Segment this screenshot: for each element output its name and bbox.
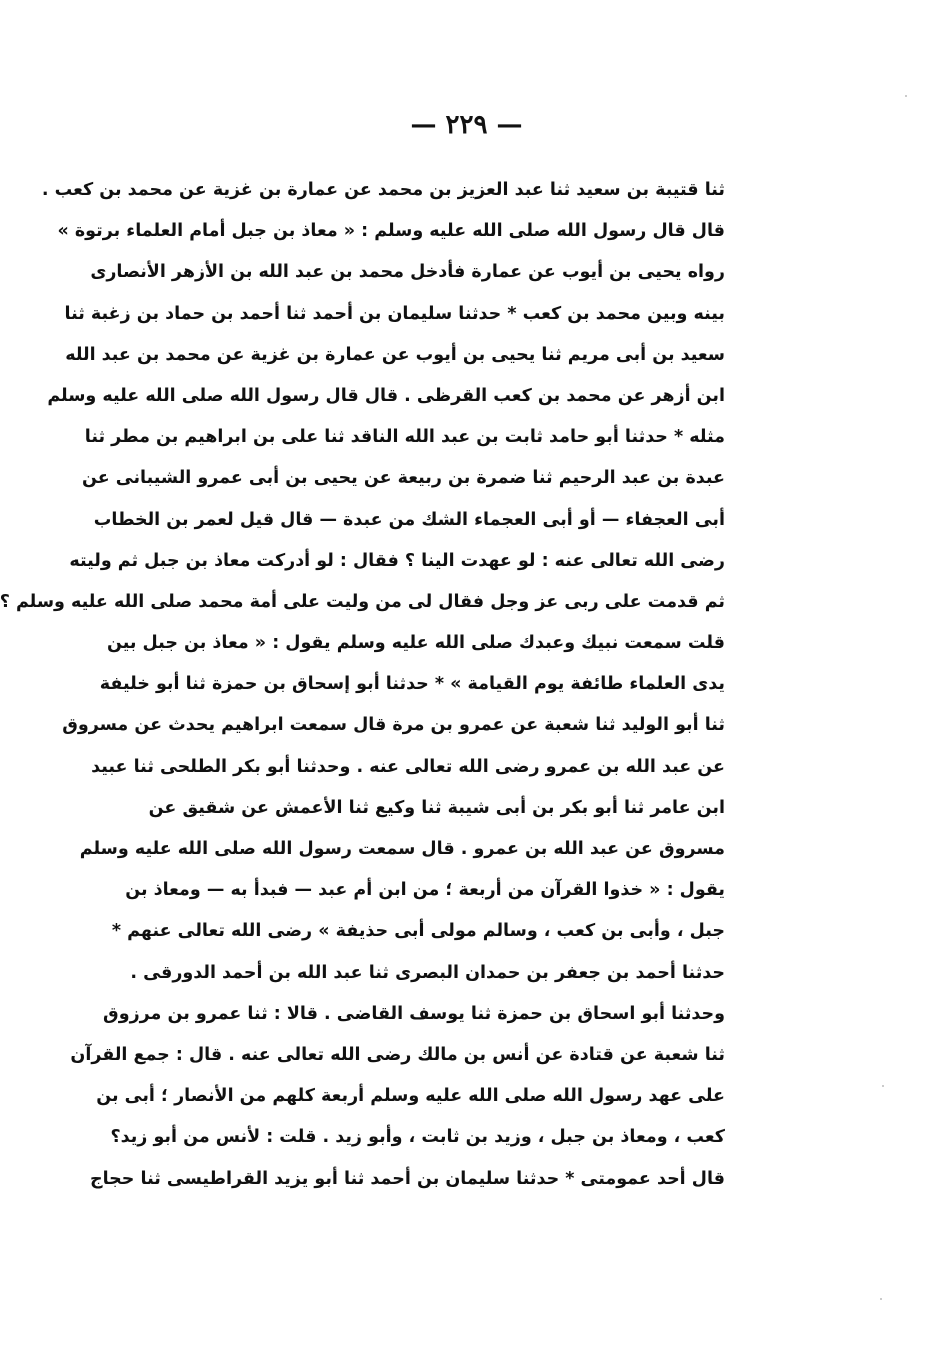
text-line: حدثنا أحمد بن جعفر بن حمدان البصرى ثنا عبد الله بن أحمد الدورقى .: [130, 962, 725, 983]
text-line: رضى الله تعالى عنه : لو عهدت الينا ؟ فقال : لو أدركت معاذ بن جبل ثم وليته: [69, 550, 725, 571]
text-line: رواه يحيى بن أيوب عن عمارة فأدخل محمد بن عبد الله بن الأزهر الأنصارى: [90, 262, 725, 283]
text-line: ابن عامر ثنا أبو بكر بن أبى شيبة ثنا وكيع ثنا الأعمش عن شقيق عن: [148, 797, 725, 818]
text-line: وحدثنا أبو اسحاق بن حمزة ثنا يوسف القاضى . قالا : ثنا عمرو بن مرزوق: [103, 1003, 725, 1024]
text-line: جبل ، وأبى بن كعب ، وسالم مولى أبى حذيفة » رضى الله تعالى عنهم *: [111, 921, 725, 942]
text-line: كعب ، ومعاذ بن جبل ، وزيد بن ثابت ، وأبو زيد . قلت : لأنس من أبو زيد؟: [110, 1127, 725, 1148]
text-line: سعيد بن أبى مريم ثنا يحيى بن أيوب عن عمارة بن غزية عن محمد بن عبد الله: [65, 344, 725, 365]
text-line: مسروق عن عبد الله بن عمرو . قال سمعت رسول الله صلى الله عليه وسلم: [79, 839, 725, 859]
text-line: قال قال رسول الله صلى الله عليه وسلم : « معاذ بن جبل أمام العلماء برتوة »: [57, 221, 725, 242]
page-number: — ٢٢٩ —: [410, 110, 523, 140]
text-line: ثم قدمت على ربى عز وجل فقال لى من وليت على أمة محمد صلى الله عليه وسلم ؟: [0, 591, 725, 612]
text-line: ابن أزهر عن محمد بن كعب القرظى . قال قال رسول الله صلى الله عليه وسلم: [47, 385, 725, 406]
paper-speck: [880, 1298, 882, 1300]
text-line: ثنا شعبة عن قتادة عن أنس بن مالك رضى الله تعالى عنه . قال : جمع القرآن: [70, 1044, 725, 1065]
text-line: على عهد رسول الله صلى الله عليه وسلم أربعة كلهم من الأنصار ؛ أبى بن: [96, 1086, 725, 1107]
text-line: بينه وبين محمد بن كعب * حدثنا سليمان بن أحمد ثنا أحمد بن حماد بن زغبة ثنا: [64, 303, 725, 324]
body-text: [0, 170, 725, 1200]
text-line: ثنا أبو الوليد ثنا شعبة عن عمرو بن مرة قال سمعت ابراهيم يحدث عن مسروق: [62, 715, 725, 736]
text-line: يقول : « خذوا القرآن من أربعة ؛ من ابن أم عبد — فبدأ به — ومعاذ بن: [125, 880, 725, 901]
text-line: قلت سمعت نبيك وعبدك صلى الله عليه وسلم يقول : « معاذ بن جبل بين: [107, 633, 725, 654]
text-line: عن عبد الله بن عمرو رضى الله تعالى عنه . وحدثنا أبو بكر الطلحى ثنا عبيد: [91, 756, 725, 777]
text-line: أبى العجفاء — أو أبى العجماء الشك من عبدة — قال قيل لعمر بن الخطاب: [93, 509, 725, 530]
text-line: عبدة بن عبد الرحيم ثنا ضمرة بن ربيعة عن يحيى بن أبى عمرو الشيبانى عن: [81, 468, 725, 489]
text-line: قال أحد عمومتى * حدثنا سليمان بن أحمد ثنا أبو يزيد القراطيسى ثنا حجاج: [90, 1168, 725, 1189]
text-line: ثنا قتيبة بن سعيد ثنا عبد العزيز بن محمد عن عمارة بن غزية عن محمد بن كعب .: [41, 180, 725, 200]
paper-speck: [882, 1085, 884, 1087]
text-line: مثله * حدثنا أبو حامد ثابت بن عبد الله الناقد ثنا على بن ابراهيم بن مطر ثنا: [84, 427, 725, 448]
text-line: يدى العلماء طائفة يوم القيامة » * حدثنا أبو إسحاق بن حمزة ثنا أبو خليفة: [99, 674, 725, 695]
paper-speck: [905, 95, 907, 97]
